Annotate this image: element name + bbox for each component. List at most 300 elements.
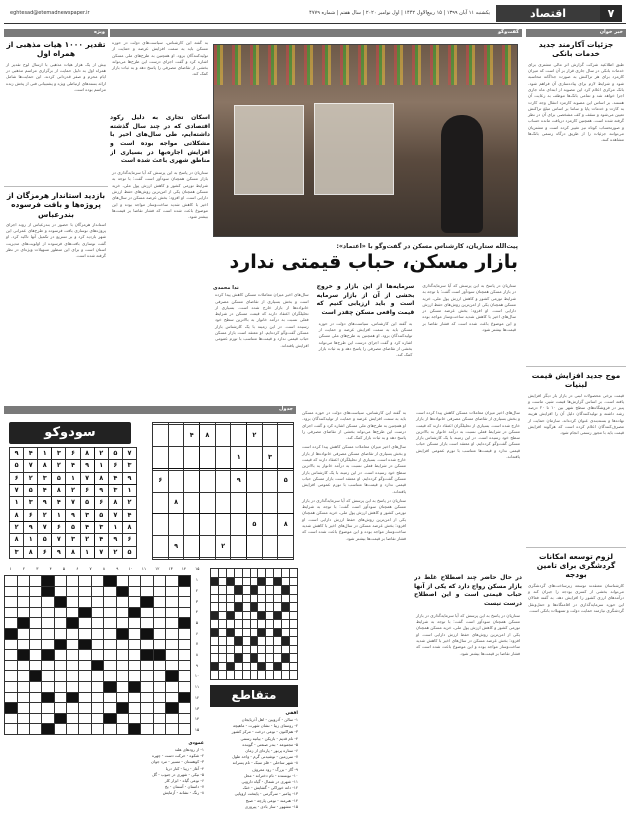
- small-crossword-cell[interactable]: [242, 620, 250, 629]
- crossword-cell[interactable]: [17, 713, 29, 724]
- crossword-cell[interactable]: [104, 703, 116, 714]
- small-crossword-cell[interactable]: [242, 577, 250, 586]
- small-crossword-cell[interactable]: [242, 603, 250, 612]
- small-crossword-cell[interactable]: [234, 671, 242, 680]
- small-crossword-cell[interactable]: [266, 620, 274, 629]
- crossword-cell[interactable]: [17, 660, 29, 671]
- crossword-cell[interactable]: [42, 618, 54, 629]
- crossword-cell[interactable]: [54, 607, 66, 618]
- crossword-cell[interactable]: [178, 660, 190, 671]
- crossword-cell[interactable]: [91, 692, 103, 703]
- crossword-cell[interactable]: [104, 713, 116, 724]
- crossword-cell[interactable]: [153, 607, 165, 618]
- small-crossword-cell[interactable]: [226, 671, 234, 680]
- small-crossword-cell[interactable]: [266, 662, 274, 671]
- crossword-cell[interactable]: [116, 586, 128, 597]
- crossword-cell[interactable]: [67, 692, 79, 703]
- small-crossword-cell[interactable]: [218, 620, 226, 629]
- crossword-cell[interactable]: [166, 607, 178, 618]
- crossword-cell[interactable]: [104, 597, 116, 608]
- crossword-cell[interactable]: [67, 576, 79, 587]
- crossword-cell[interactable]: [129, 628, 141, 639]
- crossword-cell[interactable]: [166, 618, 178, 629]
- crossword-cell[interactable]: [141, 576, 153, 587]
- crossword-cell[interactable]: [91, 597, 103, 608]
- small-crossword-cell[interactable]: [258, 577, 266, 586]
- crossword-cell[interactable]: [153, 703, 165, 714]
- crossword-cell[interactable]: [178, 692, 190, 703]
- crossword-cell[interactable]: [29, 639, 41, 650]
- small-crossword-cell[interactable]: [274, 603, 282, 612]
- small-crossword-cell[interactable]: [211, 628, 219, 637]
- crossword-cell[interactable]: [153, 650, 165, 661]
- crossword-cell[interactable]: [178, 618, 190, 629]
- small-crossword-cell[interactable]: [266, 577, 274, 586]
- small-crossword-cell[interactable]: [234, 603, 242, 612]
- small-crossword-cell[interactable]: [274, 654, 282, 663]
- small-crossword-cell[interactable]: [250, 603, 258, 612]
- small-crossword-cell[interactable]: [242, 654, 250, 663]
- crossword-cell[interactable]: [141, 671, 153, 682]
- crossword-cell[interactable]: [153, 576, 165, 587]
- crossword-cell[interactable]: [42, 681, 54, 692]
- small-crossword-cell[interactable]: [282, 594, 290, 603]
- small-crossword-cell[interactable]: [282, 645, 290, 654]
- crossword-cell[interactable]: [116, 692, 128, 703]
- small-crossword-cell[interactable]: [226, 628, 234, 637]
- small-crossword-cell[interactable]: [234, 586, 242, 595]
- crossword-cell[interactable]: [29, 586, 41, 597]
- small-crossword-cell[interactable]: [282, 628, 290, 637]
- small-crossword-cell[interactable]: [211, 671, 219, 680]
- small-crossword-cell[interactable]: [234, 569, 242, 578]
- crossword-cell[interactable]: [116, 576, 128, 587]
- crossword-cell[interactable]: [104, 607, 116, 618]
- crossword-cell[interactable]: [17, 681, 29, 692]
- small-crossword-cell[interactable]: [274, 577, 282, 586]
- small-crossword-cell[interactable]: [234, 620, 242, 629]
- crossword-cell[interactable]: [67, 650, 79, 661]
- crossword-cell[interactable]: [67, 639, 79, 650]
- small-crossword-cell[interactable]: [274, 594, 282, 603]
- crossword-cell[interactable]: [91, 681, 103, 692]
- crossword-cell[interactable]: [67, 597, 79, 608]
- small-crossword-cell[interactable]: [250, 594, 258, 603]
- small-crossword-cell[interactable]: [218, 637, 226, 646]
- small-crossword-cell[interactable]: [274, 628, 282, 637]
- small-crossword-cell[interactable]: [274, 569, 282, 578]
- crossword-cell[interactable]: [178, 724, 190, 735]
- crossword-cell[interactable]: [129, 660, 141, 671]
- crossword-cell[interactable]: [79, 576, 91, 587]
- small-crossword-cell[interactable]: [282, 611, 290, 620]
- small-crossword-cell[interactable]: [242, 594, 250, 603]
- small-crossword-cell[interactable]: [211, 569, 219, 578]
- crossword-cell[interactable]: [42, 671, 54, 682]
- small-crossword-cell[interactable]: [250, 645, 258, 654]
- crossword-cell[interactable]: [91, 660, 103, 671]
- small-crossword-cell[interactable]: [250, 654, 258, 663]
- crossword-cell[interactable]: [178, 650, 190, 661]
- crossword-cell[interactable]: [91, 639, 103, 650]
- crossword-cell[interactable]: [5, 618, 18, 629]
- crossword-cell[interactable]: [129, 586, 141, 597]
- crossword-cell[interactable]: [166, 671, 178, 682]
- small-crossword-cell[interactable]: [250, 577, 258, 586]
- crossword-cell[interactable]: [5, 703, 18, 714]
- crossword-cell[interactable]: [153, 671, 165, 682]
- crossword-cell[interactable]: [129, 618, 141, 629]
- crossword-cell[interactable]: [5, 692, 18, 703]
- crossword-cell[interactable]: [29, 597, 41, 608]
- crossword-cell[interactable]: [67, 703, 79, 714]
- small-crossword-cell[interactable]: [290, 654, 298, 663]
- crossword-cell[interactable]: [178, 628, 190, 639]
- small-crossword-cell[interactable]: [282, 577, 290, 586]
- small-crossword-cell[interactable]: [218, 628, 226, 637]
- small-crossword-cell[interactable]: [258, 637, 266, 646]
- crossword-cell[interactable]: [29, 703, 41, 714]
- small-crossword-cell[interactable]: [218, 671, 226, 680]
- small-crossword-cell[interactable]: [234, 628, 242, 637]
- crossword-cell[interactable]: [42, 586, 54, 597]
- crossword-cell[interactable]: [166, 681, 178, 692]
- small-crossword-cell[interactable]: [250, 637, 258, 646]
- crossword-cell[interactable]: [116, 703, 128, 714]
- crossword-cell[interactable]: [116, 681, 128, 692]
- small-crossword-cell[interactable]: [266, 671, 274, 680]
- crossword-cell[interactable]: [54, 660, 66, 671]
- crossword-cell[interactable]: [116, 628, 128, 639]
- crossword-cell[interactable]: [5, 660, 18, 671]
- small-crossword-cell[interactable]: [258, 645, 266, 654]
- crossword-cell[interactable]: [178, 681, 190, 692]
- crossword-cell[interactable]: [104, 671, 116, 682]
- crossword-cell[interactable]: [91, 607, 103, 618]
- crossword-cell[interactable]: [91, 650, 103, 661]
- crossword-cell[interactable]: [153, 639, 165, 650]
- small-crossword-cell[interactable]: [226, 603, 234, 612]
- crossword-cell[interactable]: [116, 618, 128, 629]
- crossword-cell[interactable]: [104, 660, 116, 671]
- crossword-cell[interactable]: [178, 671, 190, 682]
- crossword-cell[interactable]: [17, 671, 29, 682]
- small-crossword-cell[interactable]: [274, 671, 282, 680]
- crossword-cell[interactable]: [129, 576, 141, 587]
- small-crossword-cell[interactable]: [234, 594, 242, 603]
- crossword-cell[interactable]: [54, 586, 66, 597]
- crossword-cell[interactable]: [141, 597, 153, 608]
- small-crossword-cell[interactable]: [290, 603, 298, 612]
- small-crossword-cell[interactable]: [218, 654, 226, 663]
- crossword-cell[interactable]: [91, 713, 103, 724]
- crossword-cell[interactable]: [79, 671, 91, 682]
- crossword-cell[interactable]: [91, 671, 103, 682]
- crossword-cell[interactable]: [79, 681, 91, 692]
- crossword-cell[interactable]: [91, 586, 103, 597]
- small-crossword-cell[interactable]: [211, 594, 219, 603]
- crossword-cell[interactable]: [104, 576, 116, 587]
- crossword-cell[interactable]: [141, 713, 153, 724]
- crossword-cell[interactable]: [17, 628, 29, 639]
- crossword-cell[interactable]: [104, 692, 116, 703]
- crossword-cell[interactable]: [67, 618, 79, 629]
- small-crossword-cell[interactable]: [242, 671, 250, 680]
- crossword-cell[interactable]: [166, 650, 178, 661]
- crossword-cell[interactable]: [79, 660, 91, 671]
- crossword-cell[interactable]: [153, 628, 165, 639]
- small-crossword-cell[interactable]: [211, 654, 219, 663]
- small-crossword-cell[interactable]: [266, 586, 274, 595]
- crossword-cell[interactable]: [54, 650, 66, 661]
- crossword-cell[interactable]: [5, 597, 18, 608]
- small-crossword-cell[interactable]: [274, 620, 282, 629]
- crossword-cell[interactable]: [29, 692, 41, 703]
- crossword-cell[interactable]: [67, 660, 79, 671]
- crossword-cell[interactable]: [129, 671, 141, 682]
- small-crossword-cell[interactable]: [218, 645, 226, 654]
- small-crossword-cell[interactable]: [266, 645, 274, 654]
- crossword-cell[interactable]: [54, 724, 66, 735]
- crossword-cell[interactable]: [54, 639, 66, 650]
- small-crossword-cell[interactable]: [274, 637, 282, 646]
- small-crossword-cell[interactable]: [242, 637, 250, 646]
- small-crossword-cell[interactable]: [258, 586, 266, 595]
- small-crossword-cell[interactable]: [211, 637, 219, 646]
- small-crossword-cell[interactable]: [266, 654, 274, 663]
- small-crossword-cell[interactable]: [218, 603, 226, 612]
- small-crossword-cell[interactable]: [234, 645, 242, 654]
- crossword-cell[interactable]: [17, 618, 29, 629]
- small-crossword-cell[interactable]: [218, 594, 226, 603]
- crossword-cell[interactable]: [54, 671, 66, 682]
- small-crossword-cell[interactable]: [226, 654, 234, 663]
- crossword-cell[interactable]: [116, 639, 128, 650]
- crossword-cell[interactable]: [5, 681, 18, 692]
- small-crossword-cell[interactable]: [266, 603, 274, 612]
- crossword-cell[interactable]: [42, 576, 54, 587]
- crossword-cell[interactable]: [54, 597, 66, 608]
- crossword-cell[interactable]: [42, 724, 54, 735]
- small-crossword-cell[interactable]: [218, 577, 226, 586]
- small-crossword-cell[interactable]: [226, 586, 234, 595]
- crossword-cell[interactable]: [79, 597, 91, 608]
- small-crossword-cell[interactable]: [290, 569, 298, 578]
- small-crossword-cell[interactable]: [226, 637, 234, 646]
- crossword-cell[interactable]: [166, 724, 178, 735]
- crossword-cell[interactable]: [116, 713, 128, 724]
- crossword-cell[interactable]: [29, 650, 41, 661]
- crossword-cell[interactable]: [29, 724, 41, 735]
- crossword-cell[interactable]: [116, 607, 128, 618]
- small-crossword-cell[interactable]: [282, 637, 290, 646]
- crossword-cell[interactable]: [17, 607, 29, 618]
- crossword-cell[interactable]: [116, 671, 128, 682]
- crossword-cell[interactable]: [29, 671, 41, 682]
- small-crossword-cell[interactable]: [234, 654, 242, 663]
- crossword-cell[interactable]: [67, 671, 79, 682]
- crossword-cell[interactable]: [54, 576, 66, 587]
- crossword-cell[interactable]: [153, 660, 165, 671]
- crossword-cell[interactable]: [91, 628, 103, 639]
- crossword-cell[interactable]: [116, 650, 128, 661]
- small-crossword-cell[interactable]: [250, 662, 258, 671]
- small-crossword-cell[interactable]: [242, 586, 250, 595]
- crossword-cell[interactable]: [17, 650, 29, 661]
- small-crossword-cell[interactable]: [290, 594, 298, 603]
- crossword-cell[interactable]: [5, 671, 18, 682]
- small-crossword-cell[interactable]: [274, 586, 282, 595]
- crossword-cell[interactable]: [104, 681, 116, 692]
- small-crossword-cell[interactable]: [211, 611, 219, 620]
- crossword-cell[interactable]: [29, 660, 41, 671]
- crossword-cell[interactable]: [17, 597, 29, 608]
- crossword-cell[interactable]: [67, 586, 79, 597]
- crossword-cell[interactable]: [141, 703, 153, 714]
- crossword-cell[interactable]: [17, 576, 29, 587]
- crossword-cell[interactable]: [141, 639, 153, 650]
- small-crossword-cell[interactable]: [226, 662, 234, 671]
- crossword-cell[interactable]: [5, 576, 18, 587]
- small-crossword-cell[interactable]: [282, 671, 290, 680]
- small-crossword-cell[interactable]: [218, 569, 226, 578]
- crossword-cell[interactable]: [153, 692, 165, 703]
- crossword-cell[interactable]: [129, 724, 141, 735]
- crossword-cell[interactable]: [79, 618, 91, 629]
- crossword-cell[interactable]: [141, 660, 153, 671]
- small-crossword-cell[interactable]: [266, 637, 274, 646]
- crossword-cell[interactable]: [104, 618, 116, 629]
- crossword-cell[interactable]: [5, 724, 18, 735]
- small-crossword-cell[interactable]: [218, 586, 226, 595]
- small-crossword-cell[interactable]: [234, 637, 242, 646]
- crossword-cell[interactable]: [129, 607, 141, 618]
- small-crossword-cell[interactable]: [234, 611, 242, 620]
- crossword-cell[interactable]: [67, 681, 79, 692]
- small-crossword-cell[interactable]: [258, 611, 266, 620]
- crossword-cell[interactable]: [54, 692, 66, 703]
- crossword-cell[interactable]: [153, 586, 165, 597]
- crossword-cell[interactable]: [153, 713, 165, 724]
- small-crossword-cell[interactable]: [226, 569, 234, 578]
- crossword-cell[interactable]: [54, 618, 66, 629]
- small-crossword-cell[interactable]: [211, 620, 219, 629]
- crossword-cell[interactable]: [79, 703, 91, 714]
- crossword-cell[interactable]: [153, 681, 165, 692]
- crossword-cell[interactable]: [54, 713, 66, 724]
- crossword-cell[interactable]: [5, 628, 18, 639]
- small-crossword-cell[interactable]: [258, 662, 266, 671]
- small-crossword-cell[interactable]: [234, 662, 242, 671]
- crossword-cell[interactable]: [116, 597, 128, 608]
- crossword-cell[interactable]: [42, 703, 54, 714]
- small-crossword-cell[interactable]: [258, 594, 266, 603]
- crossword-cell[interactable]: [54, 681, 66, 692]
- small-crossword-cell[interactable]: [266, 569, 274, 578]
- crossword-cell[interactable]: [178, 586, 190, 597]
- crossword-cell[interactable]: [67, 628, 79, 639]
- crossword-cell[interactable]: [178, 639, 190, 650]
- crossword-cell[interactable]: [42, 607, 54, 618]
- crossword-cell[interactable]: [79, 713, 91, 724]
- crossword-cell[interactable]: [67, 724, 79, 735]
- small-crossword-cell[interactable]: [282, 603, 290, 612]
- small-crossword-cell[interactable]: [218, 662, 226, 671]
- crossword-cell[interactable]: [141, 650, 153, 661]
- crossword-cell[interactable]: [79, 692, 91, 703]
- crossword-cell[interactable]: [42, 639, 54, 650]
- crossword-cell[interactable]: [141, 618, 153, 629]
- small-crossword-cell[interactable]: [274, 645, 282, 654]
- crossword-cell[interactable]: [67, 607, 79, 618]
- crossword-cell[interactable]: [166, 713, 178, 724]
- small-crossword-cell[interactable]: [211, 662, 219, 671]
- small-crossword-cell[interactable]: [226, 577, 234, 586]
- crossword-cell[interactable]: [5, 586, 18, 597]
- crossword-cell[interactable]: [79, 639, 91, 650]
- crossword-cell[interactable]: [141, 607, 153, 618]
- crossword-cell[interactable]: [129, 597, 141, 608]
- small-crossword-cell[interactable]: [290, 645, 298, 654]
- crossword-cell[interactable]: [54, 628, 66, 639]
- crossword-cell[interactable]: [54, 703, 66, 714]
- small-crossword-cell[interactable]: [250, 671, 258, 680]
- crossword-cell[interactable]: [129, 639, 141, 650]
- crossword-cell[interactable]: [91, 724, 103, 735]
- crossword-cell[interactable]: [129, 681, 141, 692]
- crossword-cell[interactable]: [42, 628, 54, 639]
- crossword-cell[interactable]: [79, 650, 91, 661]
- small-crossword-cell[interactable]: [266, 594, 274, 603]
- crossword-cell[interactable]: [5, 607, 18, 618]
- crossword-cell[interactable]: [29, 607, 41, 618]
- crossword-cell[interactable]: [129, 703, 141, 714]
- small-crossword-cell[interactable]: [211, 586, 219, 595]
- crossword-cell[interactable]: [178, 703, 190, 714]
- crossword-cell[interactable]: [17, 639, 29, 650]
- small-crossword-cell[interactable]: [226, 594, 234, 603]
- small-crossword-cell[interactable]: [282, 586, 290, 595]
- crossword-cell[interactable]: [79, 724, 91, 735]
- small-crossword-cell[interactable]: [242, 645, 250, 654]
- crossword-cell[interactable]: [91, 576, 103, 587]
- email-address[interactable]: eghtesad@etemadnewspaper.ir: [10, 9, 90, 16]
- crossword-cell[interactable]: [129, 650, 141, 661]
- small-crossword-cell[interactable]: [266, 611, 274, 620]
- small-crossword-cell[interactable]: [211, 645, 219, 654]
- crossword-cell[interactable]: [104, 650, 116, 661]
- small-crossword-cell[interactable]: [258, 569, 266, 578]
- crossword-cell[interactable]: [166, 597, 178, 608]
- small-crossword-cell[interactable]: [250, 586, 258, 595]
- crossword-cell[interactable]: [153, 618, 165, 629]
- small-crossword-cell[interactable]: [258, 628, 266, 637]
- crossword-cell[interactable]: [166, 586, 178, 597]
- small-crossword-cell[interactable]: [211, 603, 219, 612]
- crossword-cell[interactable]: [42, 713, 54, 724]
- crossword-cell[interactable]: [141, 586, 153, 597]
- small-crossword-cell[interactable]: [282, 662, 290, 671]
- crossword-cell[interactable]: [104, 628, 116, 639]
- crossword-cell[interactable]: [116, 660, 128, 671]
- small-crossword-cell[interactable]: [290, 620, 298, 629]
- small-crossword-cell[interactable]: [250, 620, 258, 629]
- small-crossword-cell[interactable]: [290, 586, 298, 595]
- small-crossword-cell[interactable]: [274, 611, 282, 620]
- small-crossword-cell[interactable]: [290, 637, 298, 646]
- small-crossword-cell[interactable]: [258, 654, 266, 663]
- crossword-cell[interactable]: [29, 681, 41, 692]
